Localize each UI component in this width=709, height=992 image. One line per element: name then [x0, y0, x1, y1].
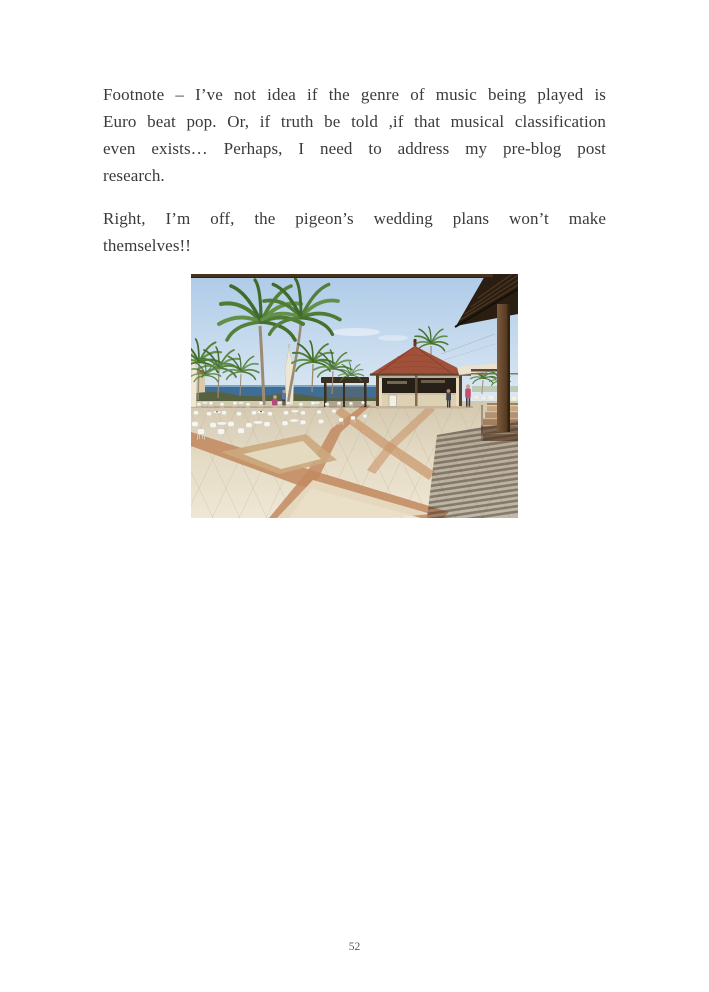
paragraph-signoff [103, 205, 606, 259]
text-line: themselves!! [103, 236, 192, 255]
beach-bar-photo [191, 274, 518, 518]
text-line: research. [103, 166, 165, 185]
page-number: 52 [348, 941, 361, 953]
paragraph-footnote [103, 81, 606, 189]
text-line: Footnote – I’ve not idea if the genre of music being played is [103, 85, 606, 104]
text-line: even exists… Perhaps, I need to address my pre-blog post [103, 139, 606, 158]
text-line: Euro beat pop. Or, if truth be told ,if that musical classification [103, 112, 606, 131]
text-line: Right, I’m off, the pigeon’s wedding plans won’t make [103, 209, 606, 228]
